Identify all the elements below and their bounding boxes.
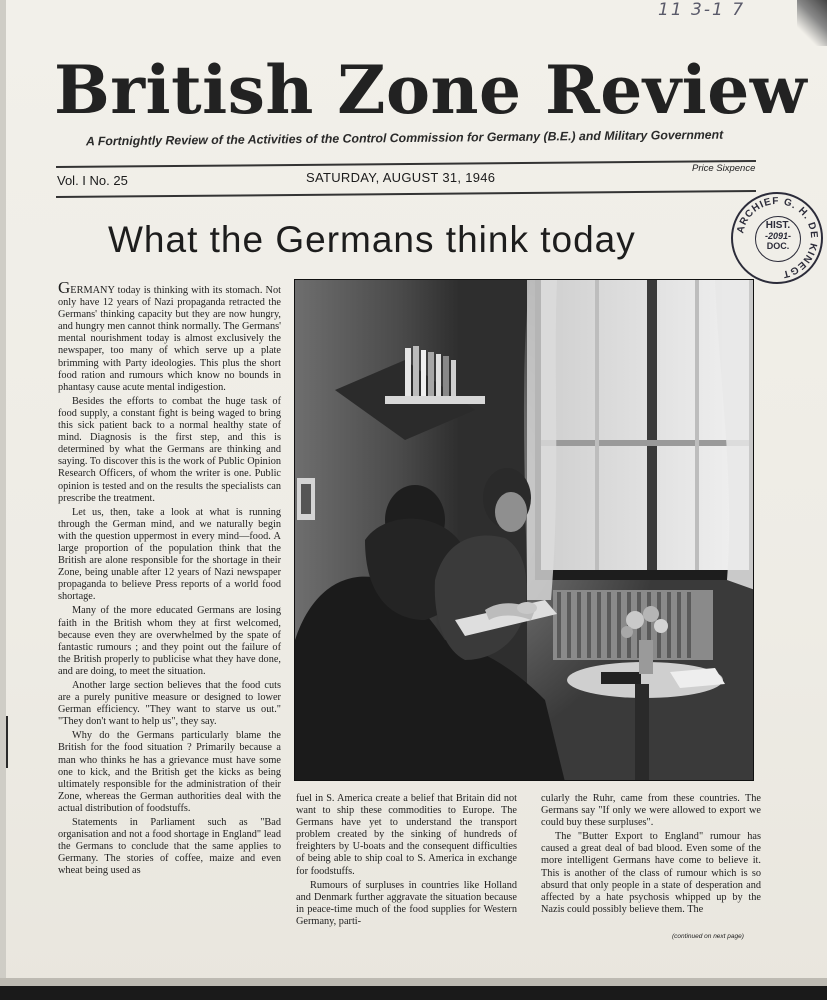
paragraph: Let us, then, take a look at what is running through the German mind, and we naturally begin with the question uppermost in every mind—food. A large proportion of the population think that the British are alone responsible for the shortage in their Zone, being unable after 12 years of Nazi newspaper propaganda to believe Press reports of a world food shortage. <box>58 506 281 603</box>
page-bottom-edge <box>0 986 827 1000</box>
masthead-title: British Zone Review <box>54 51 808 129</box>
stamp-line-hist: HIST. <box>765 220 791 231</box>
article-column-2 <box>296 793 517 939</box>
article-photo <box>294 279 754 781</box>
paragraph: Besides the efforts to combat the huge task of food supply, a constant fight is being waged to bring this sick patient back to a normal healthy state of mind. Diagnosis is the first step, and this is determined by what the Germans are thinking and saying. To discover this is the work of Public Opinion Research Officers, of whom the writer is one. Public opinion is tested and on the results the specialists can prescribe the treatment. <box>58 395 281 504</box>
price-label: Price Sixpence <box>692 163 756 174</box>
paragraph: The "Butter Export to England" rumour has caused a great deal of bad blood. Even some of the more intelligent Germans have come to believe it. This is another of the class of rumour which is so absurd that only people in a state of desperation and affected by a hate psychosis whipped up by the Nazis could possibly believe them. The <box>541 831 761 915</box>
svg-text:ARCHIEF G. H. DE KINEGT: ARCHIEF G. H. DE KINEGT <box>735 195 820 280</box>
paragraph: Rumours of surpluses in countries like Holland and Denmark further aggravate the situation because in peace-time much of the food supplies for Western Germany, parti- <box>296 879 517 927</box>
page-corner-curl <box>797 0 827 46</box>
handwritten-annotation: 11 3-1 7 <box>658 0 746 20</box>
paragraph: cularly the Ruhr, came from these countries. The Germans say "If only we were allowed to export we could buy these surpluses". <box>541 793 761 829</box>
article-column-1 <box>58 278 281 933</box>
stamp-line-number: -2091- <box>764 231 791 241</box>
paragraph: Another large section believes that the food cuts are a purely punitive measure or designed to lower German efficiency. "They want to starve us out." "They don't want to help us", they say. <box>58 680 281 728</box>
page-bottom-shadow <box>0 978 827 986</box>
masthead-rule-top <box>56 160 756 168</box>
drop-cap: G <box>58 278 71 297</box>
paragraph <box>58 278 281 394</box>
archive-stamp <box>731 192 823 284</box>
issue-date: SATURDAY, AUGUST 31, 1946 <box>306 170 496 185</box>
article-column-3 <box>541 793 761 939</box>
paragraph: Many of the more educated Germans are losing faith in the British whom they at first welcomed, because even they are overwhelmed by the spate of fantastic rumours ; and they point out the failure of the British properly to publicise what they have done, and are doing, to meet the situation. <box>58 605 281 677</box>
page-left-edge <box>0 0 6 1000</box>
photo-illustration <box>295 280 754 781</box>
paragraph: fuel in S. America create a belief that Britain did not want to ship these commodities to Europe. The Germans have yet to understand the transport problem created by the sinking of hundreds of freighters by U-boats and the consequent difficulties of being able to ship coal to S. America in exchange for foodstuffs. <box>296 793 517 877</box>
stamp-center <box>755 216 801 262</box>
margin-mark <box>6 716 8 768</box>
article-headline: What the Germans think today <box>108 219 636 260</box>
masthead-rule-bottom <box>56 190 756 198</box>
paragraph: Why do the Germans particularly blame the British for the food situation ? Primarily because a man who thinks he has a grievance must have some one to kick, and the British get the kicks as being ultimately responsible for the administration of their Zone, whereas the German authorities deal with the actual distribution of foodstuffs. <box>58 730 281 814</box>
paragraph: Statements in Parliament such as "Bad organisation and not a food shortage in England" lead the Germans to conclude that the same applies to Germany. The stories of coffee, maize and even wheat being used as <box>58 817 281 877</box>
masthead-subtitle: A Fortnightly Review of the Activities of the Control Commission for Germany (B.E.) and Military Government <box>85 127 724 149</box>
paragraph-text: ERMANY today is thinking with its stomach. Not only have 12 years of Nazi propaganda retracted the Germans' thinking capacity but they are now hungry, and hungry men cannot think normally. The Germans' mental nourishment today is almost exclusively the newspaper, too many of which serve up a plate brimming with Party ideologies. This plus the short food ration and rumours which know no bounds in phantasy cause acute mental indigestion. <box>58 285 281 393</box>
continued-note: (continued on next page) <box>672 933 744 940</box>
volume-number: Vol. I No. 25 <box>57 173 128 188</box>
stamp-line-doc: DOC. <box>766 241 790 251</box>
